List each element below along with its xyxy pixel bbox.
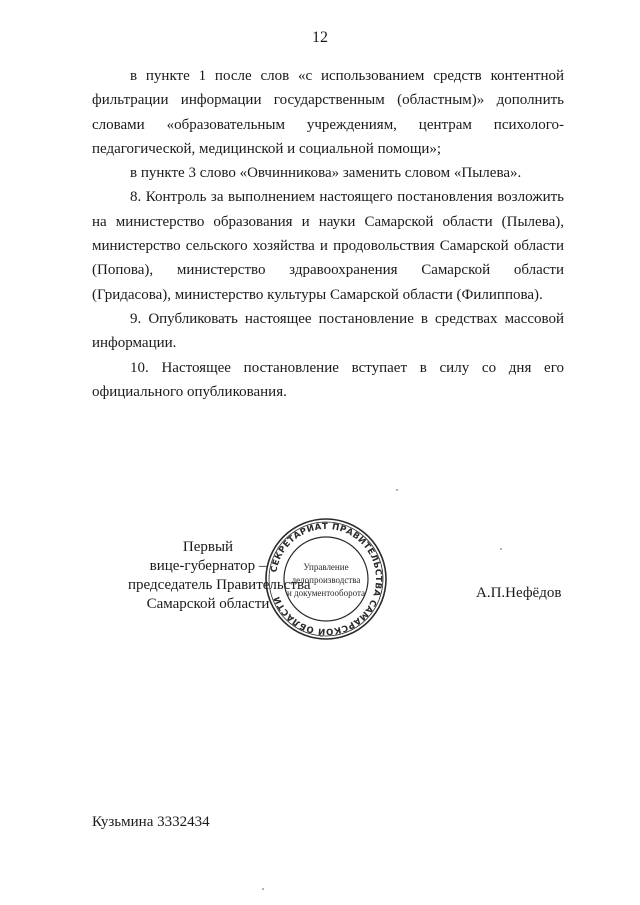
paragraph-9-publish: 9. Опубликовать настоящее постановление в средствах массовой информации. <box>92 310 564 352</box>
seal-inner-line: делопроизводства <box>291 575 361 585</box>
page-number: 12 <box>312 29 328 46</box>
scan-speck <box>262 888 264 890</box>
signatory-title-line: вице-губернатор – <box>149 558 267 574</box>
document-body <box>92 64 564 404</box>
paragraph-10-effective: 10. Настоящее постановление вступает в силу со дня его официального опубликования. <box>92 359 564 400</box>
signatory-name: А.П.Нефёдов <box>476 585 562 601</box>
signatory-title-line: председатель Правительства <box>128 577 311 593</box>
seal-inner-line: и документооборота <box>286 588 366 598</box>
scan-speck <box>500 548 502 550</box>
paragraph-amend-point-3: в пункте 3 слово «Овчинникова» заменить словом «Пылева». <box>130 165 522 182</box>
paragraph-8-control: 8. Контроль за выполнением настоящего постановления возложить на министерство образования и науки Самарской области (Пылева), министерство сельского хозяйства и продовольствия Самарской области (Попова), министерство здравоохранения Самарской области (Гридасова), министерство культуры Самарской области (Филиппова). <box>92 189 564 303</box>
executor-contact: Кузьмина 3332434 <box>92 814 210 830</box>
official-seal-stamp <box>263 516 389 642</box>
seal-graphic <box>263 516 389 642</box>
seal-inner-line: Управление <box>303 562 349 572</box>
paragraph-amend-point-1: в пункте 1 после слов «с использованием средств контентной фильтрации информации государственным (областным)» дополнить словами «образовательным учреждениям, центрам психолого-педагогической, медицинской и социальной помощи»; <box>92 68 564 157</box>
scan-speck <box>396 489 398 491</box>
signatory-title-line: Первый <box>182 539 234 555</box>
signatory-title-line: Самарской области <box>146 596 270 612</box>
seal-outer-text-path: СЕКРЕТАРИАТ ПРАВИТЕЛЬСТВА САМАРСКОЙ ОБЛАСТИ <box>269 521 384 637</box>
